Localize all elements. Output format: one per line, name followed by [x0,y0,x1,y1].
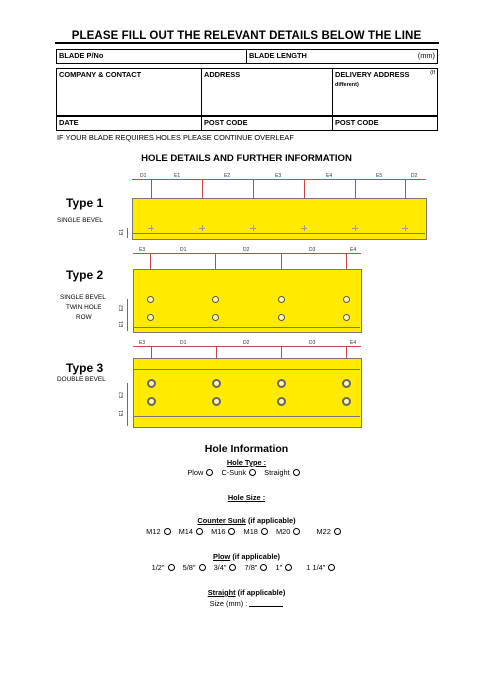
type2-side-e1: E1 [119,320,126,328]
post-code-field-1[interactable]: POST CODE [202,117,333,131]
type3-hole-2 [212,379,221,388]
size-mm-row: Size (mm) : [0,599,493,608]
type2-dim-e4: E4 [350,247,357,253]
type3-hole-8 [342,397,351,406]
type3-dim-d2: D2 [243,340,250,346]
delivery-address-field[interactable]: DELIVERY ADDRESS (If different) [333,69,438,116]
type3-title: Type 3 [66,361,104,375]
type1-dim-d2: D2 [411,173,418,179]
type2-desc-2: TWIN HOLE [66,304,102,311]
type1-dim-e2: E2 [224,173,231,179]
type3-dim-line [133,346,361,347]
five-eighths-radio[interactable] [199,564,206,571]
csunk-radio[interactable] [249,469,256,476]
overleaf-note: IF YOUR BLADE REQUIRES HOLES PLEASE CONTINUE OVERLEAF [57,133,294,142]
type1-dim-line [132,179,426,180]
date-field[interactable]: DATE [57,117,202,131]
type2-title: Type 2 [66,268,104,282]
plow-radio[interactable] [206,469,213,476]
type2-hole-6 [212,314,219,321]
type3-side-e1: E1 [119,409,126,417]
type1-side-e1: E1 [119,228,126,236]
type2-dim-e3: E3 [139,247,146,253]
size-mm-input[interactable] [249,606,283,607]
blade-pno-field[interactable]: BLADE P/No [57,50,247,64]
page-title: PLEASE FILL OUT THE RELEVANT DETAILS BELOW THE LINE [71,30,422,42]
type2-hole-2 [212,296,219,303]
type2-desc-3: ROW [76,314,92,321]
type1-hole-1 [148,225,154,231]
type3-side-e2: E2 [119,391,126,399]
type3-desc: DOUBLE BEVEL [57,376,106,383]
type2-dim-d1: D1 [180,247,187,253]
company-contact-field[interactable]: COMPANY & CONTACT [57,69,202,116]
type2-dim-d2: D2 [243,247,250,253]
blade-table [56,49,438,64]
seven-eighths-radio[interactable] [260,564,267,571]
type1-dim-e1: E1 [174,173,181,179]
blade-length-field[interactable]: BLADE LENGTH (mm) [247,50,438,64]
type3-hole-3 [277,379,286,388]
type1-hole-4 [301,225,307,231]
one-quarter-inch-radio[interactable] [328,564,335,571]
type3-hole-4 [342,379,351,388]
type1-dim-e3: E3 [275,173,282,179]
contact-table [56,68,438,116]
hole-info-title: Hole Information [204,443,289,455]
half-inch-radio[interactable] [168,564,175,571]
post-code-field-2[interactable]: POST CODE [333,117,438,131]
one-inch-radio[interactable] [285,564,292,571]
type2-hole-5 [147,314,154,321]
m16-radio[interactable] [228,528,235,535]
m14-radio[interactable] [196,528,203,535]
type3-dim-e4: E4 [350,340,357,346]
hole-type-options: Plow C-Sunk Straight [0,468,493,477]
address-field[interactable]: ADDRESS [202,69,333,116]
type2-dim-d3: D3 [309,247,316,253]
type2-desc-1: SINGLE BEVEL [60,294,106,301]
section-title: HOLE DETAILS AND FURTHER INFORMATION [141,153,352,164]
type2-hole-8 [343,314,350,321]
counter-sunk-options: M12 M14 M16 M18 M20 M22 [0,527,493,536]
type1-hole-3 [250,225,256,231]
m18-radio[interactable] [261,528,268,535]
type3-hole-7 [277,397,286,406]
straight-heading: Straight (if applicable) [207,588,286,597]
type2-dim-line [133,253,361,254]
type1-dim-e4: E4 [326,173,333,179]
type2-side-e2: E2 [119,304,126,312]
type2-hole-3 [278,296,285,303]
type3-hole-5 [147,397,156,406]
type1-hole-5 [352,225,358,231]
type1-dim-e5: E5 [376,173,383,179]
hole-size-label: Hole Size : [227,493,266,502]
m12-radio[interactable] [164,528,171,535]
three-quarter-radio[interactable] [229,564,236,571]
type2-hole-4 [343,296,350,303]
type2-hole-7 [278,314,285,321]
type2-blade [133,269,362,333]
m22-radio[interactable] [334,528,341,535]
title-rule [55,42,439,44]
type3-dim-d1: D1 [180,340,187,346]
plow-size-options: 1/2" 5/8" 3/4" 7/8" 1" 1 1/4" [0,563,493,572]
type3-dim-d3: D3 [309,340,316,346]
plow-heading: Plow (if applicable) [213,552,280,561]
mm-unit: (mm) [417,51,435,60]
type1-dim-d1: D1 [140,173,147,179]
type1-title: Type 1 [66,196,104,210]
hole-type-label: Hole Type : [226,458,267,467]
date-table [56,116,438,131]
type1-desc: SINGLE BEVEL [57,217,103,224]
type3-hole-6 [212,397,221,406]
type2-hole-1 [147,296,154,303]
type1-hole-6 [402,225,408,231]
type1-hole-2 [199,225,205,231]
type3-dim-e3: E3 [139,340,146,346]
straight-radio[interactable] [293,469,300,476]
type3-hole-1 [147,379,156,388]
m20-radio[interactable] [293,528,300,535]
counter-sunk-heading: Counter Sunk (if applicable) [197,516,296,525]
